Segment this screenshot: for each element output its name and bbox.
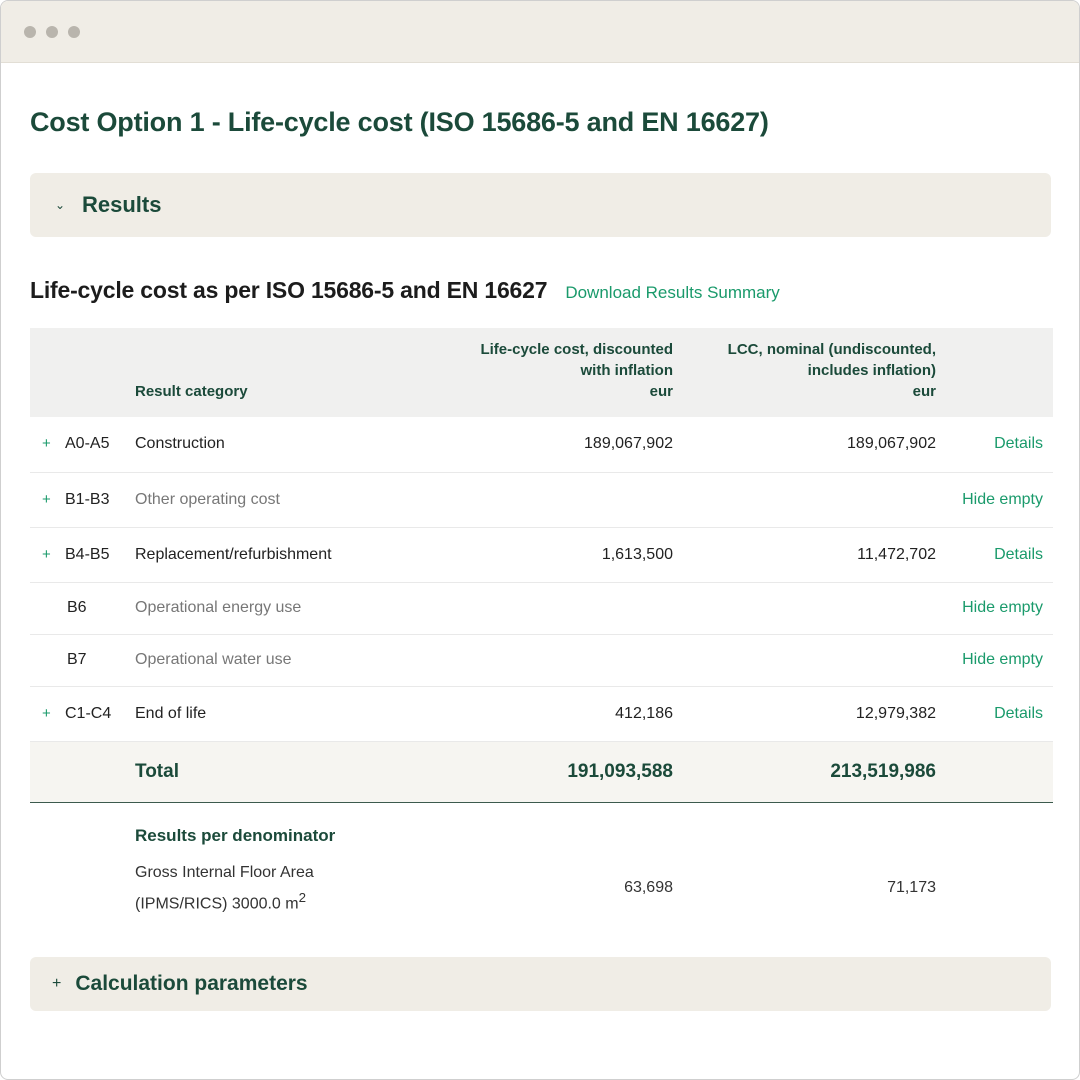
download-results-summary-link[interactable]: Download Results Summary bbox=[565, 283, 780, 302]
expand-plus-icon[interactable]: + bbox=[42, 435, 51, 453]
details-link[interactable]: Details bbox=[994, 545, 1043, 563]
header-code bbox=[30, 328, 135, 417]
row-nominal-value bbox=[673, 472, 936, 527]
hide-empty-link[interactable]: Hide empty bbox=[962, 651, 1043, 668]
window-titlebar bbox=[1, 1, 1079, 63]
hide-empty-link[interactable]: Hide empty bbox=[962, 599, 1043, 616]
total-nominal-value: 213,519,986 bbox=[830, 760, 936, 782]
row-category: Other operating cost bbox=[135, 490, 280, 508]
window-control-dot[interactable] bbox=[68, 26, 80, 38]
denominator-row bbox=[30, 846, 1053, 916]
row-lcc-value: 1,613,500 bbox=[601, 545, 673, 563]
header-result-category: Result category bbox=[135, 383, 248, 400]
table-row bbox=[30, 472, 1053, 527]
page-title: Cost Option 1 - Life-cycle cost (ISO 15686-5 and EN 16627) bbox=[30, 107, 769, 137]
table-row bbox=[30, 686, 1053, 741]
chevron-down-icon: ⌄ bbox=[54, 198, 66, 212]
row-nominal-value bbox=[673, 582, 936, 634]
row-code: B1-B3 bbox=[65, 490, 110, 508]
row-nominal-value bbox=[673, 634, 936, 686]
results-accordion[interactable] bbox=[30, 173, 1051, 237]
row-nominal-value: 12,979,382 bbox=[855, 704, 936, 722]
total-row bbox=[30, 741, 1053, 802]
row-code: C1-C4 bbox=[65, 704, 112, 722]
row-nominal-value: 11,472,702 bbox=[857, 545, 936, 563]
row-lcc-value: 412,186 bbox=[615, 704, 673, 722]
header-lcc-nominal: LCC, nominal (undiscounted, includes inflation) eur bbox=[727, 341, 936, 400]
table-row bbox=[30, 634, 1053, 686]
denominator-heading: Results per denominator bbox=[135, 825, 336, 845]
total-lcc-value: 191,093,588 bbox=[567, 760, 673, 782]
row-code: B4-B5 bbox=[65, 545, 110, 563]
expand-plus-icon[interactable]: + bbox=[42, 704, 51, 722]
expand-plus-icon[interactable]: + bbox=[42, 545, 51, 563]
row-category: Replacement/refurbishment bbox=[135, 545, 332, 563]
row-category: Operational energy use bbox=[135, 599, 302, 616]
table-row bbox=[30, 417, 1053, 472]
denominator-lcc-value: 63,698 bbox=[624, 879, 673, 897]
calculation-parameters-label: Calculation parameters bbox=[75, 971, 308, 995]
page-content bbox=[1, 105, 1079, 1011]
row-code: B7 bbox=[67, 651, 87, 668]
denominator-heading-row bbox=[30, 802, 1053, 846]
results-table bbox=[30, 328, 1053, 916]
row-category: Operational water use bbox=[135, 651, 292, 668]
window-control-dot[interactable] bbox=[24, 26, 36, 38]
hide-empty-link[interactable]: Hide empty bbox=[962, 490, 1043, 508]
row-category: Construction bbox=[135, 435, 225, 453]
row-lcc-value bbox=[455, 634, 673, 686]
denominator-label: Gross Internal Floor Area (IPMS/RICS) 3000.0 $m^2$ bbox=[135, 863, 314, 912]
table-row bbox=[30, 527, 1053, 582]
row-nominal-value: 189,067,902 bbox=[847, 435, 936, 453]
row-lcc-value bbox=[455, 582, 673, 634]
plus-icon: + bbox=[52, 974, 62, 992]
total-label: Total bbox=[135, 760, 179, 782]
results-accordion-label: Results bbox=[82, 192, 162, 217]
table-header-row bbox=[30, 328, 1053, 417]
section-header bbox=[30, 277, 1051, 304]
table-row bbox=[30, 582, 1053, 634]
row-code: A0-A5 bbox=[65, 435, 110, 453]
header-lcc-discounted: Life-cycle cost, discounted with inflation eur bbox=[480, 341, 673, 400]
row-lcc-value bbox=[455, 472, 673, 527]
section-title: Life-cycle cost as per ISO 15686-5 and EN 16627 bbox=[30, 277, 548, 303]
window-control-dot[interactable] bbox=[46, 26, 58, 38]
header-actions bbox=[936, 328, 1053, 417]
details-link[interactable]: Details bbox=[994, 435, 1043, 453]
row-lcc-value: 189,067,902 bbox=[584, 435, 673, 453]
row-code: B6 bbox=[67, 599, 87, 616]
denominator-nominal-value: 71,173 bbox=[887, 879, 936, 897]
details-link[interactable]: Details bbox=[994, 704, 1043, 722]
calculation-parameters-accordion[interactable] bbox=[30, 957, 1051, 1011]
expand-plus-icon[interactable]: + bbox=[42, 490, 51, 508]
row-category: End of life bbox=[135, 704, 207, 722]
